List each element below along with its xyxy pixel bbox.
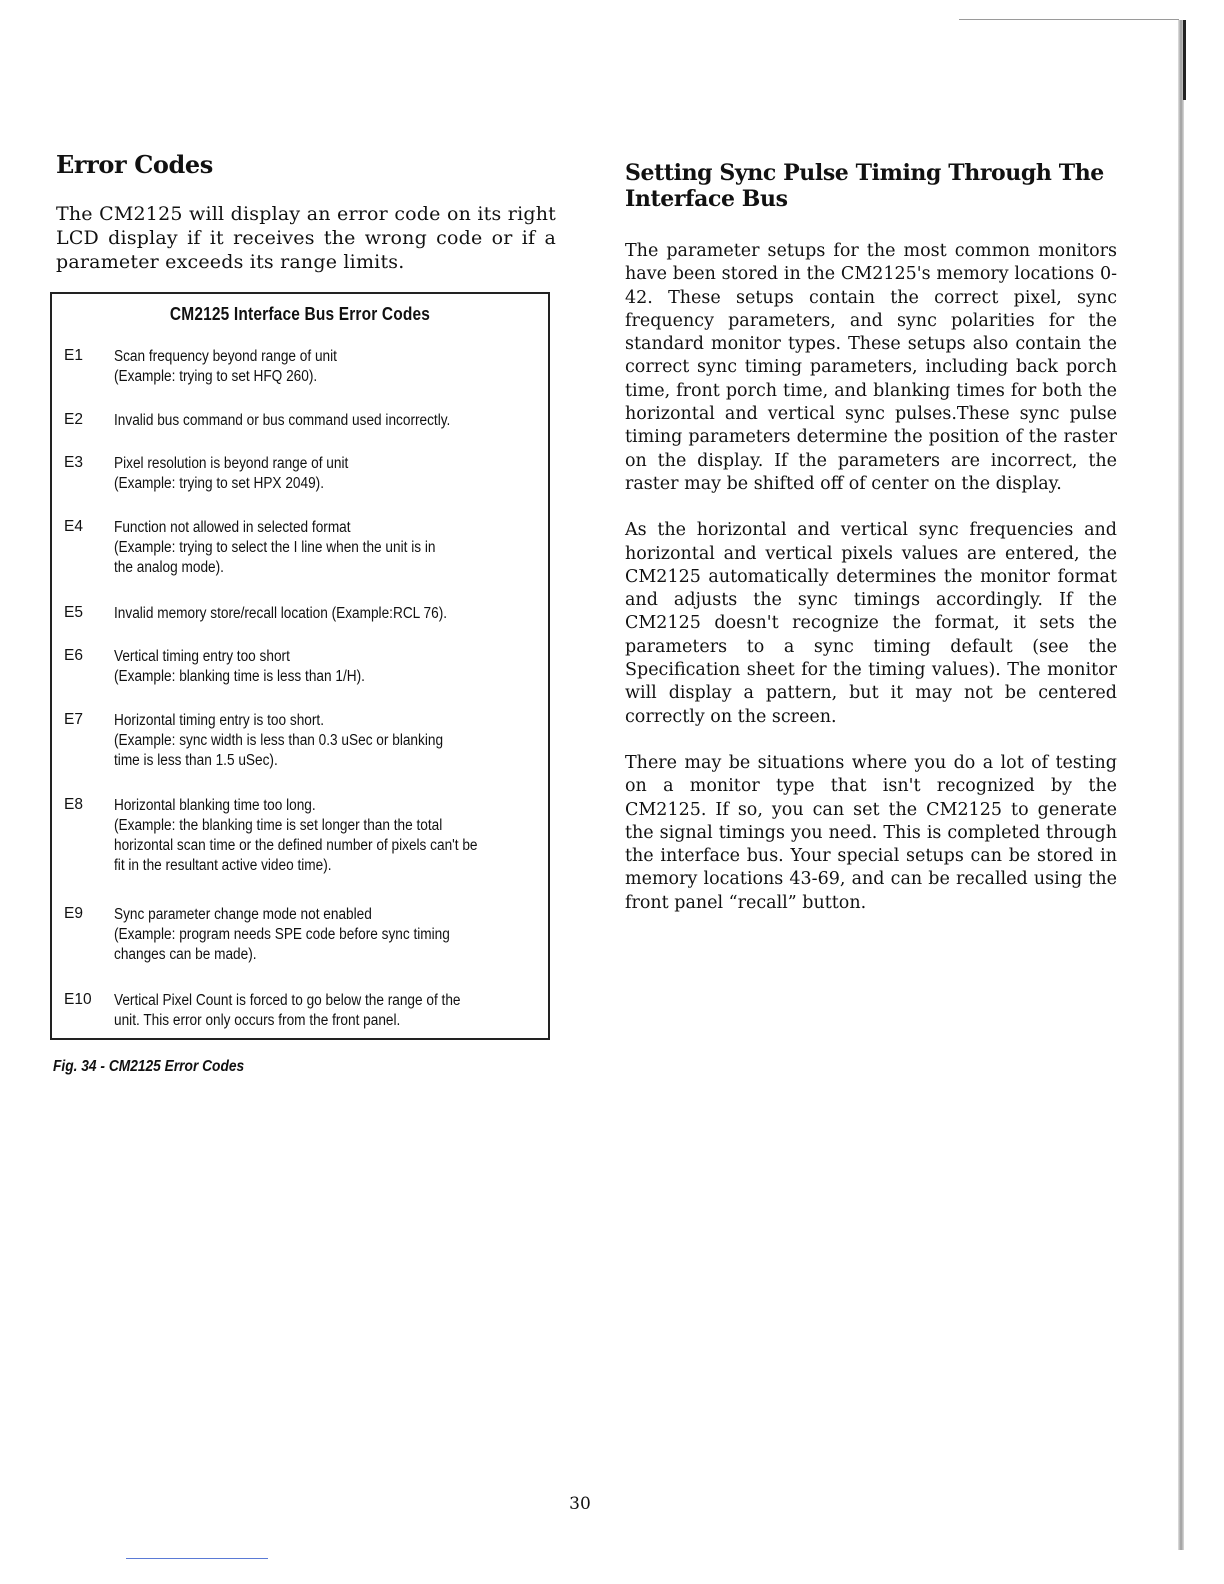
scan-artifact-bottom-line (126, 1558, 268, 1559)
left-column (56, 150, 556, 293)
error-code-description: Sync parameter change mode not enabled (Example: program needs SPE code before sync timing changes can be made). (114, 906, 450, 963)
sync-paragraph-2: As the horizontal and vertical sync frequencies and horizontal and vertical pixels values are entered, the CM2125 automatically determines the monitor format and adjusts the sync timings accordingly. If the CM2125 doesn't recognize the format, it sets the parameters to a sync timing default (see the Specification sheet for the timing values). The monitor will display a pattern, but it may not be centered correctly on the screen. (625, 520, 1117, 727)
error-code-description: Scan frequency beyond range of unit (Example: trying to set HFQ 260). (114, 348, 337, 385)
sync-paragraph-1: The parameter setups for the most common monitors have been stored in the CM2125's memory locations 0-42. These setups contain the correct pixel, sync frequency parameters, and sync polarities for the standard monitor types. These setups also contain the correct sync timing parameters, including back porch time, front porch time, and blanking times for both the horizontal and vertical sync pulses.These sync pulse timing parameters determine the position of the raster on the display. If the parameters are incorrect, the raster may be shifted off of center on the display. (625, 241, 1117, 494)
error-code: E1 (64, 347, 83, 364)
error-code: E9 (64, 905, 83, 922)
error-codes-intro: The CM2125 will display an error code on its right LCD display if it receives the wrong code or if a parameter exceeds its range limits. (56, 203, 556, 273)
scan-artifact-top-line (959, 19, 1179, 20)
error-code: E4 (64, 518, 83, 535)
error-code: E3 (64, 454, 83, 471)
error-code-description: Vertical Pixel Count is forced to go below the range of the unit. This error only occurs from the front panel. (114, 992, 461, 1029)
figure-caption: Fig. 34 - CM2125 Error Codes (53, 1058, 245, 1075)
error-code: E8 (64, 796, 83, 813)
error-code-description: Invalid memory store/recall location (Example:RCL 76). (114, 605, 448, 622)
page-number: 30 (569, 1494, 591, 1514)
error-code: E2 (64, 411, 83, 428)
error-code-table-title: CM2125 Interface Bus Error Codes (169, 304, 431, 324)
error-code: E7 (64, 711, 83, 728)
error-codes-heading: Error Codes (56, 150, 213, 179)
sync-paragraph-3: There may be situations where you do a lot of testing on a monitor type that isn't recognized by the CM2125. If so, you can set the CM2125 to generate the signal timings you need. This is completed through the interface bus. Your special setups can be stored in memory locations 43-69, and can be recalled using the front panel “recall” button. (625, 752, 1117, 913)
error-code-description: Horizontal timing entry is too short. (Example: sync width is less than 0.3 uSec or blanking time is less than 1.5 uSec). (114, 712, 444, 769)
scan-artifact-edge (1178, 20, 1184, 1550)
error-code: E5 (64, 604, 83, 621)
scan-artifact-edge-dark (1183, 20, 1186, 100)
sync-timing-heading: Setting Sync Pulse Timing Through The Interface Bus (625, 160, 1104, 212)
error-code-description: Vertical timing entry too short (Example: blanking time is less than 1/H). (114, 648, 365, 685)
error-code: E6 (64, 647, 83, 664)
error-code-table (50, 292, 550, 1040)
error-code-description: Function not allowed in selected format (Example: trying to select the I line when the unit is in the analog mode). (114, 519, 436, 576)
error-code-description: Invalid bus command or bus command used incorrectly. (114, 412, 451, 429)
right-column (625, 160, 1117, 915)
error-code-description: Horizontal blanking time too long. (Example: the blanking time is set longer than the total horizontal scan time or the defined number of pixels can't be fit in the resultant active video time). (114, 797, 478, 874)
error-code: E10 (64, 991, 92, 1008)
error-code-description: Pixel resolution is beyond range of unit (Example: trying to set HPX 2049). (114, 455, 349, 492)
